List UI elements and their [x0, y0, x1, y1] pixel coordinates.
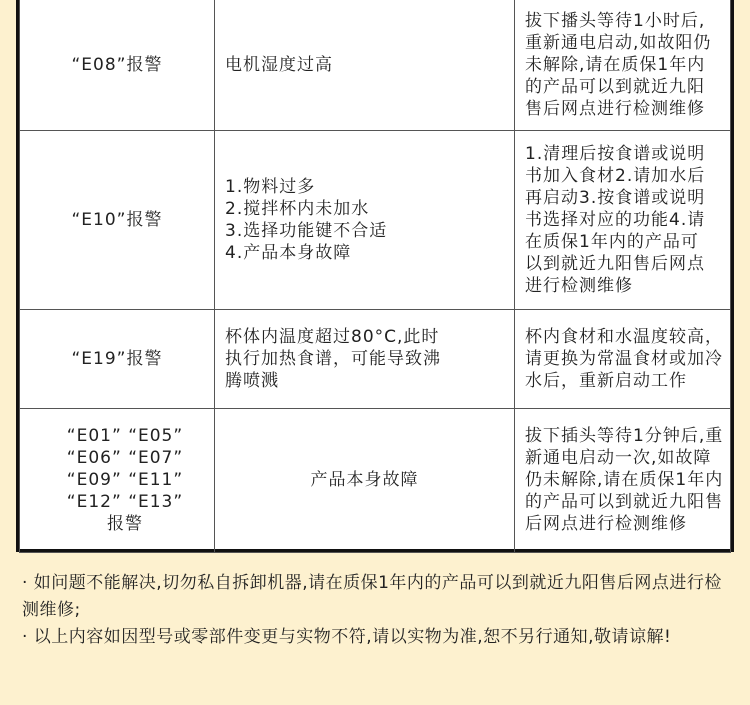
- table-row: [20, 0, 731, 130]
- troubleshooting-table: [19, 0, 731, 553]
- solution-cell: 杯内食材和水温度较高， 请更换为常温食材或加冷 水后，重新启动工作: [515, 309, 731, 408]
- solution-cell: 拔下插头等待1分钟后,重 新通电启动一次,如故障 仍未解除,请在质保1年内 的产品可以到就近九阳售 后网点进行检测维修: [515, 408, 731, 552]
- troubleshooting-table-container: [16, 0, 734, 552]
- solution-cell: 拔下播头等待1小时后, 重新通电启动,如故阳仍 未解除,请在质保1年内 的产品可以到就近九阳 售后网点进行检测维修: [515, 0, 731, 130]
- error-code-cell: “E01” “E05” “E06” “E07” “E09” “E11” “E12” “E13” 报警: [20, 408, 215, 552]
- table-row: [20, 309, 731, 408]
- note-item: · 如问题不能解决,切勿私自拆卸机器,请在质保1年内的产品可以到就近九阳售后网点进行检测维修;: [22, 573, 722, 620]
- solution-cell: 1.清理后按食谱或说明 书加入食材2.请加水后 再启动3.按食谱或说明 书选择对应的功能4.请 在质保1年内的产品可 以到就近九阳售后网点 进行检测维修: [515, 130, 731, 309]
- error-code-cell: “E19”报警: [20, 309, 215, 408]
- cause-cell: 杯体内温度超过80°C,此时 执行加热食谱，可能导致沸 腾喷溅: [215, 309, 515, 408]
- error-code-cell: “E08”报警: [20, 0, 215, 130]
- cause-cell: 1.物料过多 2.搅拌杯内未加水 3.选择功能键不合适 4.产品本身故障: [215, 130, 515, 309]
- cause-cell: 电机湿度过高: [215, 0, 515, 130]
- notes-section: [22, 570, 734, 651]
- table-row: [20, 130, 731, 309]
- error-code-cell: “E10”报警: [20, 130, 215, 309]
- note-item: · 以上内容如因型号或零部件变更与实物不符,请以实物为准,恕不另行通知,敬请谅解!: [22, 627, 672, 647]
- cause-cell: 产品本身故障: [215, 408, 515, 552]
- table-row: [20, 408, 731, 552]
